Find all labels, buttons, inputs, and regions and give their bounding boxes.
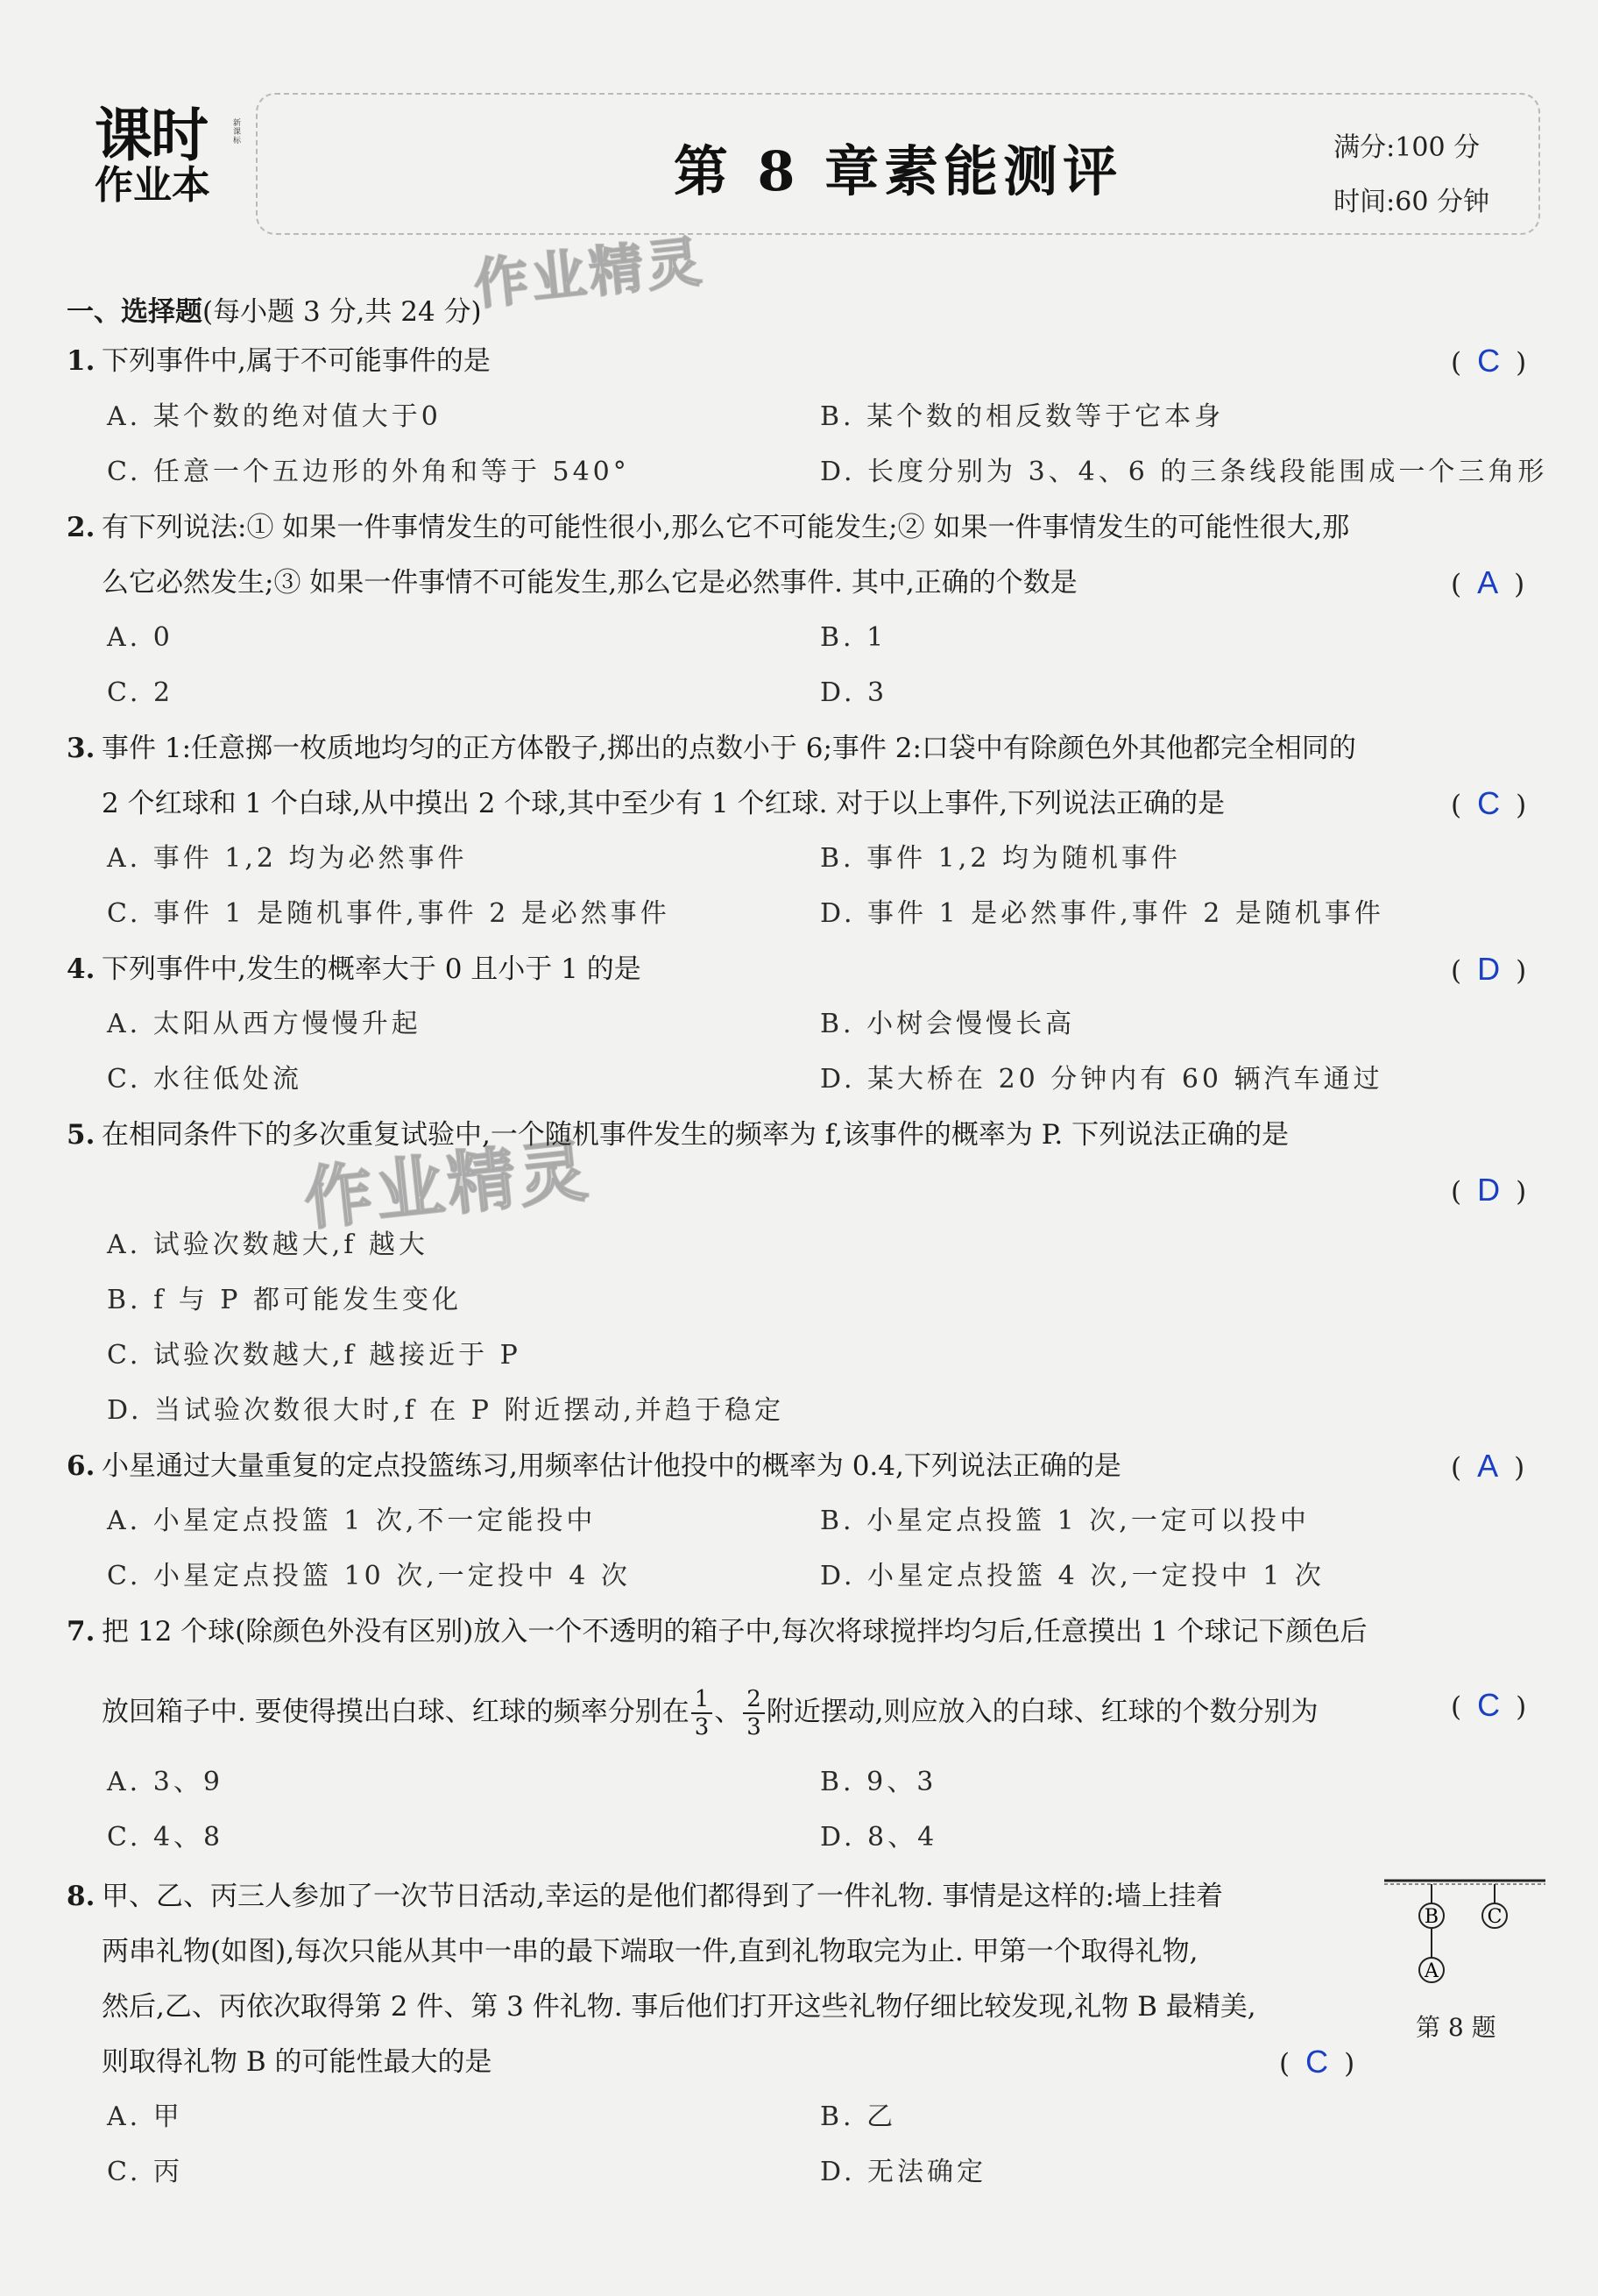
option: C. 任意一个五边形的外角和等于 540° <box>107 457 630 487</box>
answer-slot: ( C ) <box>1451 1687 1527 1723</box>
option: B. 乙 <box>820 2101 897 2132</box>
question-stem <box>67 508 1349 547</box>
option: D. 小星定点投篮 4 次,一定投中 1 次 <box>820 1561 1325 1591</box>
option: B. 9、3 <box>820 1767 937 1797</box>
option: C. 小星定点投篮 10 次,一定投中 4 次 <box>107 1561 631 1591</box>
option: D. 8、4 <box>820 1822 938 1853</box>
option: D. 无法确定 <box>820 2157 987 2187</box>
option: B. 事件 1,2 均为随机事件 <box>820 843 1181 874</box>
option: A. 某个数的绝对值大于0 <box>107 401 442 432</box>
watermark: 作业精灵 <box>300 1131 595 1240</box>
question-number: 3. <box>67 733 95 764</box>
question-text: 下列事件中,属于不可能事件的是 <box>102 345 491 377</box>
question-text: 在相同条件下的多次重复试验中,一个随机事件发生的频率为 f,该事件的概率为 P. 下列说法正确的是 <box>102 1119 1290 1151</box>
question-number: 8. <box>67 1881 95 1912</box>
answer-slot: ( A ) <box>1451 564 1525 600</box>
option: B. 某个数的相反数等于它本身 <box>820 401 1225 432</box>
question-number: 1. <box>67 345 95 377</box>
question-text: 两串礼物(如图),每次只能从其中一串的最下端取一件,直到礼物取完为止. 甲第一个取得礼物, <box>102 1936 1198 1967</box>
question-number: 2. <box>67 512 95 543</box>
option: D. 3 <box>820 677 888 708</box>
option: A. 甲 <box>107 2101 183 2132</box>
answer-slot: ( C ) <box>1279 2044 1355 2080</box>
gift-a-label: A <box>1425 1960 1439 1982</box>
section-heading <box>67 289 482 329</box>
separator: 、 <box>714 1696 742 1728</box>
option: C. 4、8 <box>107 1822 224 1853</box>
brand-logo <box>95 102 244 228</box>
option: B. 小树会慢慢长高 <box>820 1009 1076 1039</box>
question-text: 有下列说法:① 如果一件事情发生的可能性很小,那么它不可能发生;② 如果一件事情发生的可能性很大,那 <box>102 512 1350 543</box>
answer-letter: C <box>1477 343 1501 379</box>
question-text: 附近摆动,则应放入的白球、红球的个数分别为 <box>766 1696 1319 1728</box>
logo-stamp: 新课标 <box>233 119 242 145</box>
option: A. 太阳从西方慢慢升起 <box>107 1009 421 1039</box>
answer-letter: C <box>1305 2044 1329 2080</box>
logo-line1: 课时 <box>95 102 207 169</box>
question-text: 放回箱子中. 要使得摸出白球、红球的频率分别在 <box>102 1696 689 1728</box>
option: A. 0 <box>107 622 173 653</box>
option: C. 事件 1 是随机事件,事件 2 是必然事件 <box>107 898 670 929</box>
answer-letter: C <box>1477 785 1501 821</box>
question-stem <box>67 729 1356 768</box>
answer-letter: A <box>1477 1448 1499 1484</box>
answer-letter: A <box>1477 564 1499 600</box>
question-stem <box>67 342 491 380</box>
option: A. 事件 1,2 均为必然事件 <box>107 843 468 874</box>
answer-slot: ( C ) <box>1451 785 1527 821</box>
question-text: 事件 1:任意掷一枚质地均匀的正方体骰子,掷出的点数小于 6;事件 2:口袋中有除颜色外其他都完全相同的 <box>102 733 1356 764</box>
option: D. 某大桥在 20 分钟内有 60 辆汽车通过 <box>820 1064 1383 1095</box>
option: D. 事件 1 是必然事件,事件 2 是随机事件 <box>820 898 1384 929</box>
question-stem <box>67 1116 1289 1154</box>
option: B. f 与 P 都可能发生变化 <box>107 1285 463 1315</box>
fraction: $\frac{1}{3}$ <box>691 1686 713 1740</box>
gift-b-label: B <box>1424 1906 1439 1928</box>
question-text: 么它必然发生;③ 如果一件事情不可能发生,那么它是必然事件. 其中,正确的个数是 <box>102 567 1078 599</box>
answer-slot: ( D ) <box>1451 1172 1527 1208</box>
answer-letter: C <box>1477 1687 1501 1723</box>
option: A. 3、9 <box>107 1767 223 1797</box>
section-note: (每小题 3 分,共 24 分) <box>202 296 482 328</box>
answer-slot: ( C ) <box>1451 343 1527 379</box>
logo-line2: 作业本 <box>95 163 210 208</box>
answer-slot: ( A ) <box>1451 1448 1525 1484</box>
question-text-with-fractions <box>102 1686 1319 1740</box>
option: B. 小星定点投篮 1 次,一定可以投中 <box>820 1506 1310 1536</box>
watermark: 作业精灵 <box>470 229 708 317</box>
option: B. 1 <box>820 622 887 653</box>
question-number: 7. <box>67 1616 95 1648</box>
question-number: 4. <box>67 953 95 985</box>
option: A. 小星定点投篮 1 次,不一定能投中 <box>107 1506 597 1536</box>
question-text: 甲、乙、丙三人参加了一次节日活动,幸运的是他们都得到了一件礼物. 事情是这样的:墙上挂着 <box>102 1881 1224 1912</box>
question-stem <box>67 1447 1121 1485</box>
option: D. 当试验次数很大时,f 在 P 附近摆动,并趋于稳定 <box>107 1395 785 1426</box>
question-text: 下列事件中,发生的概率大于 0 且小于 1 的是 <box>102 953 641 985</box>
option: A. 试验次数越大,f 越大 <box>107 1229 428 1260</box>
question-stem <box>67 950 641 989</box>
option: C. 试验次数越大,f 越接近于 P <box>107 1340 521 1371</box>
question-text: 然后,乙、丙依次取得第 2 件、第 3 件礼物. 事后他们打开这些礼物仔细比较发现,礼物 B 最精美, <box>102 1991 1256 2023</box>
question-text: 2 个红球和 1 个白球,从中摸出 2 个球,其中至少有 1 个红球. 对于以上事件,下列说法正确的是 <box>102 788 1226 819</box>
answer-letter: D <box>1477 951 1501 987</box>
section-title: 一、选择题 <box>67 296 202 328</box>
option: D. 长度分别为 3、4、6 的三条线段能围成一个三角形 <box>820 457 1548 487</box>
question-number: 6. <box>67 1450 95 1482</box>
answer-slot: ( D ) <box>1451 951 1527 987</box>
question-text: 则取得礼物 B 的可能性最大的是 <box>102 2046 492 2078</box>
chapter-header <box>256 93 1540 235</box>
page-title: 第 8 章素能测评 <box>673 139 1123 203</box>
question-stem <box>67 1612 1367 1651</box>
question-stem <box>67 1877 1223 1916</box>
answer-letter: D <box>1477 1172 1501 1208</box>
score-info <box>1333 121 1489 230</box>
time-limit: 时间:60 分钟 <box>1333 187 1489 217</box>
option: C. 2 <box>107 677 174 708</box>
option: C. 丙 <box>107 2157 183 2187</box>
gift-c-label: C <box>1487 1906 1503 1928</box>
figure-caption: 第 8 题 <box>1416 2013 1496 2042</box>
full-score: 满分:100 分 <box>1333 132 1481 163</box>
question-text: 小星通过大量重复的定点投篮练习,用频率估计他投中的概率为 0.4,下列说法正确的是 <box>102 1450 1121 1482</box>
option: C. 水往低处流 <box>107 1064 302 1095</box>
question-number: 5. <box>67 1119 95 1151</box>
fraction: $\frac{2}{3}$ <box>743 1686 765 1740</box>
question-text: 把 12 个球(除颜色外没有区别)放入一个不透明的箱子中,每次将球搅拌均匀后,任意摸出 1 个球记下颜色后 <box>102 1616 1368 1648</box>
